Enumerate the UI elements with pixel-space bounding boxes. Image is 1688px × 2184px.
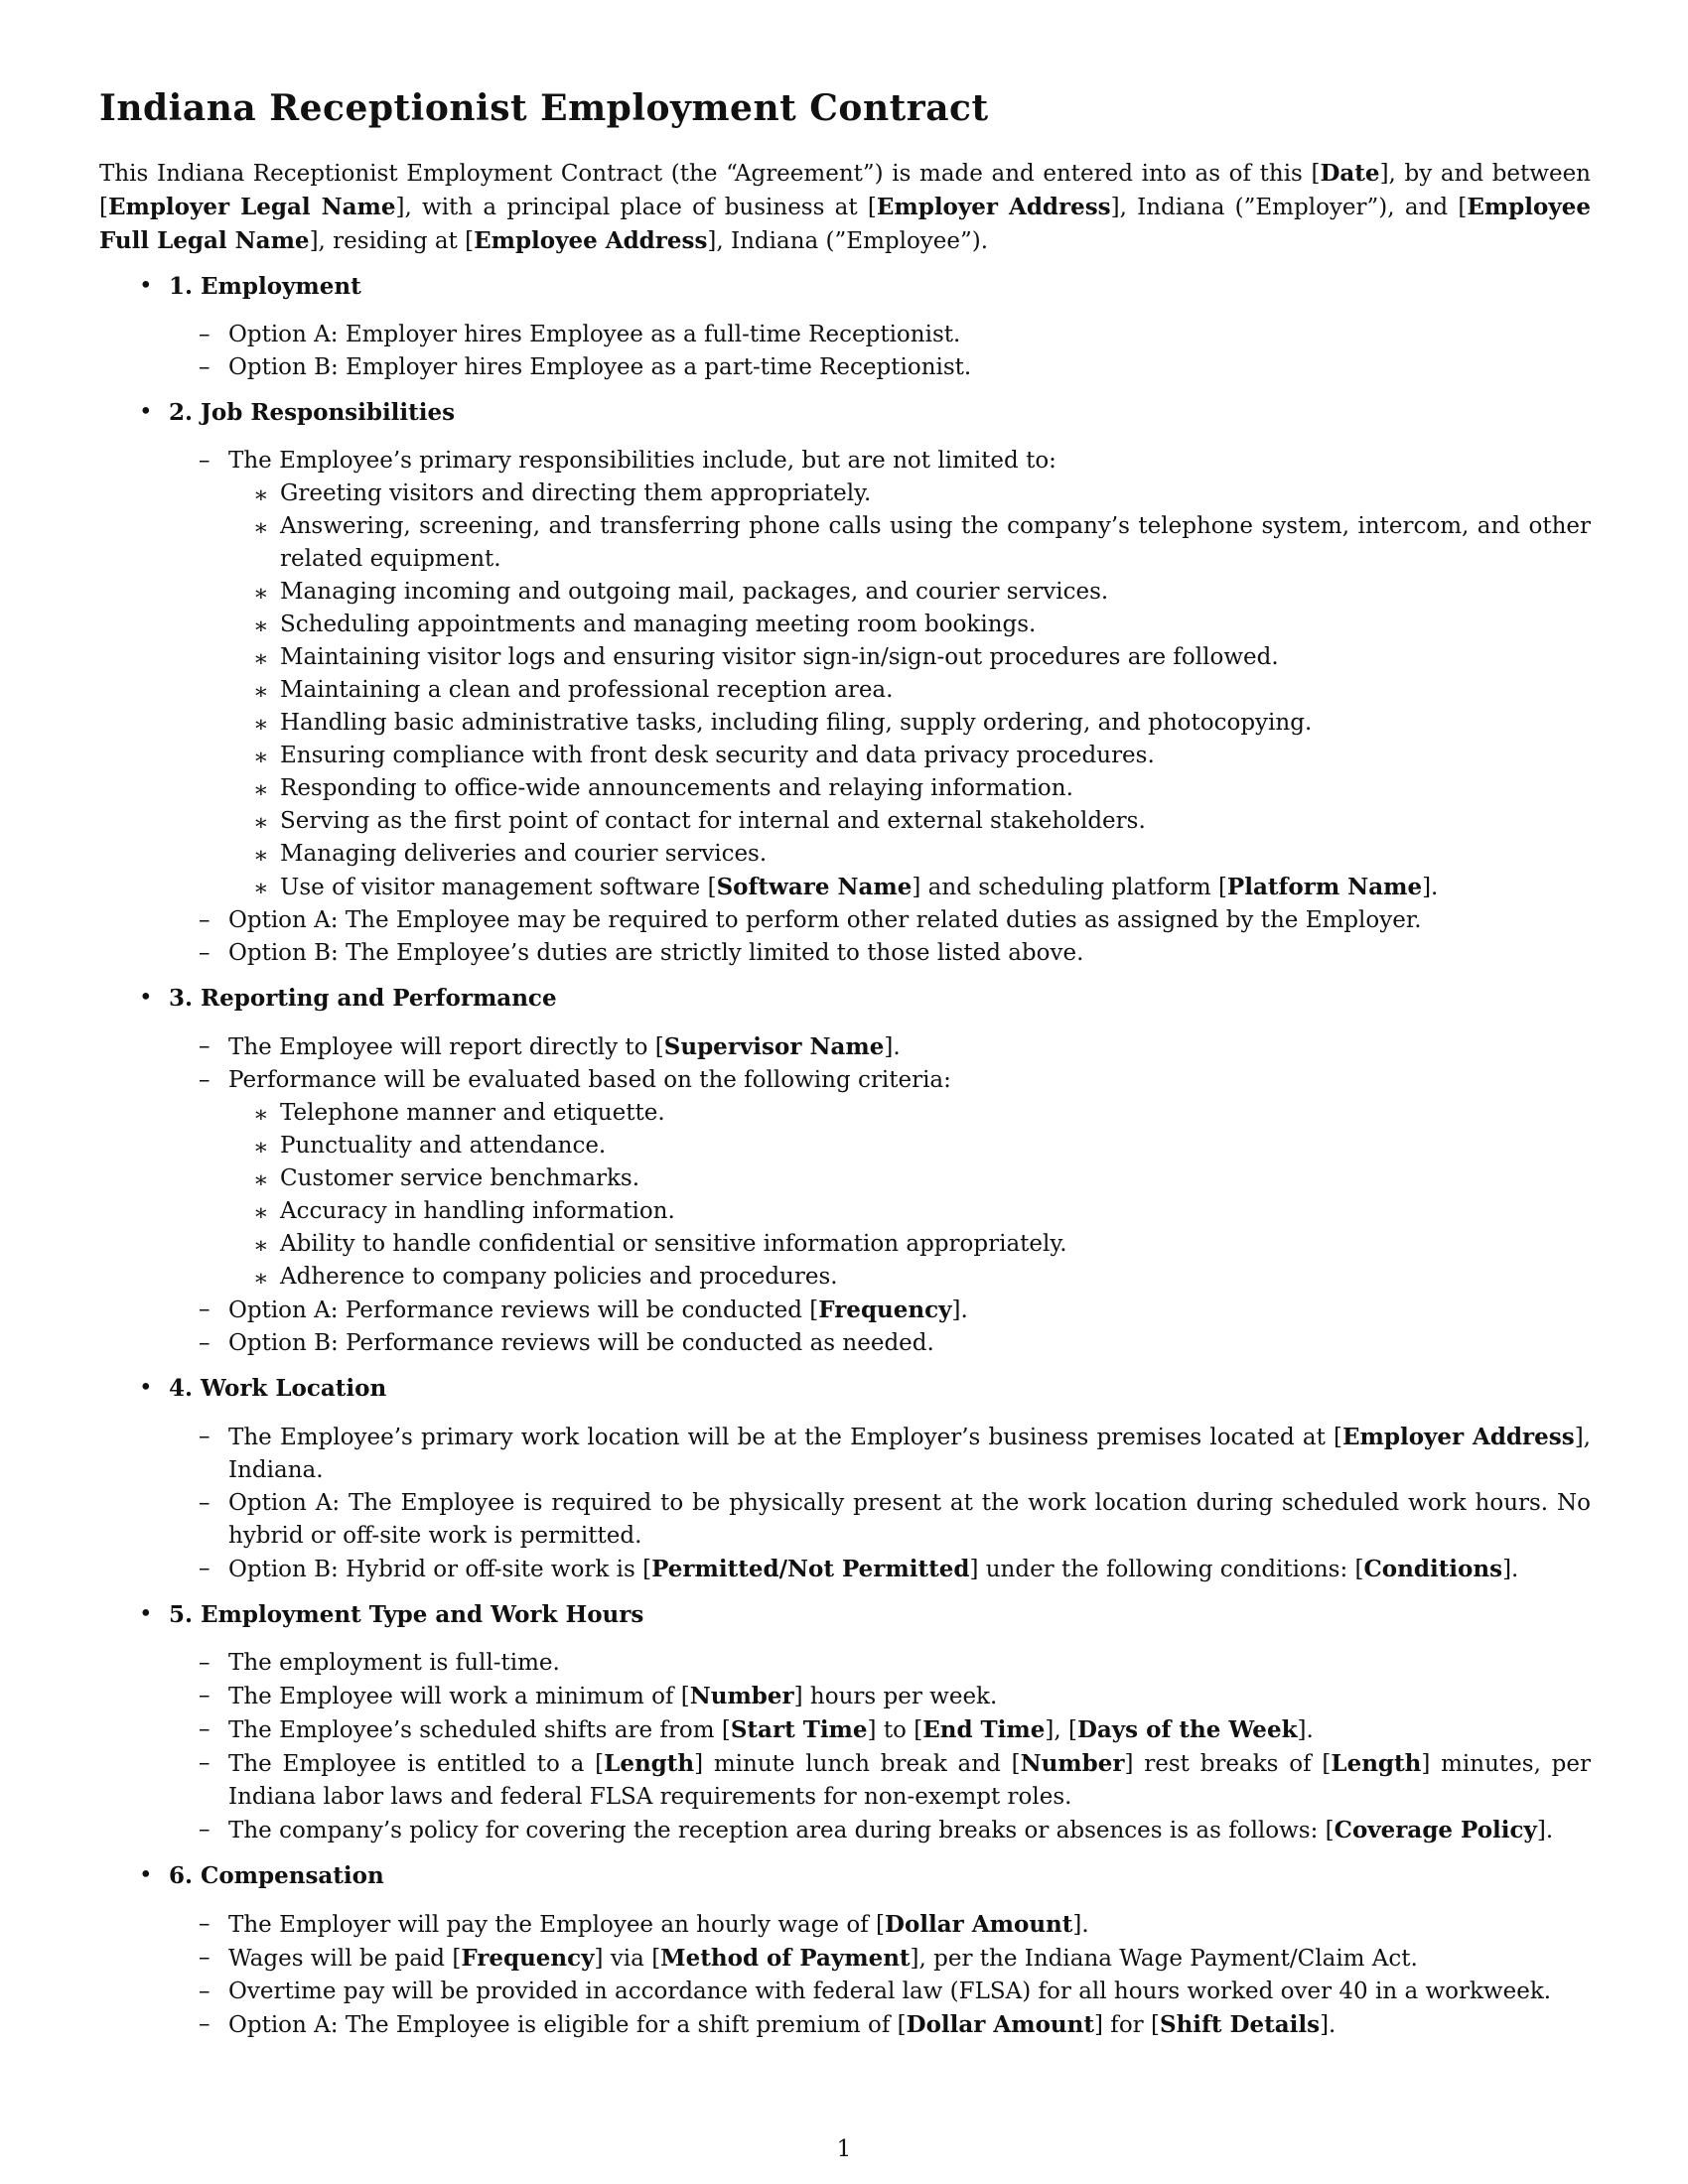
- section-title: 1. Employment: [169, 273, 361, 300]
- list-item: ∗ Adherence to company policies and procedures.: [228, 1261, 1591, 1294]
- placeholder-employee-address: Employee Address: [474, 227, 708, 254]
- list-item: ∗ Ensuring compliance with front desk security and data privacy procedures.: [228, 740, 1591, 772]
- list-item: – The company’s policy for covering the reception area during breaks or absences is as follows: [Coverage Policy].: [169, 1814, 1591, 1847]
- asterisk-icon: ∗: [253, 1233, 269, 1259]
- placeholder-dollar-amount: Dollar Amount: [885, 1911, 1073, 1938]
- list-item: – Option B: Employer hires Employee as a part-time Receptionist.: [169, 351, 1591, 384]
- list-item: – Overtime pay will be provided in accordance with federal law (FLSA) for all hours worked over 40 in a workweek.: [169, 1976, 1591, 2008]
- bullet-icon: •: [139, 399, 153, 425]
- dash-icon: –: [199, 448, 211, 474]
- sections-list: [99, 270, 1591, 2042]
- list-item: ∗ Handling basic administrative tasks, including filing, supply ordering, and photocopying.: [228, 707, 1591, 740]
- section-title: 2. Job Responsibilities: [169, 399, 456, 426]
- placeholder-end-time: End Time: [922, 1716, 1046, 1743]
- asterisk-icon: ∗: [253, 810, 269, 836]
- placeholder-frequency: Frequency: [818, 1297, 952, 1323]
- section-employment: [99, 270, 1591, 384]
- placeholder-date: Date: [1320, 160, 1380, 187]
- list-item: ∗ Managing incoming and outgoing mail, packages, and courier services.: [228, 576, 1591, 609]
- list-item: ∗ Use of visitor management software [Software Name] and scheduling platform [Platform Name].: [228, 871, 1591, 904]
- placeholder-number: Number: [1020, 1750, 1125, 1777]
- asterisk-icon: ∗: [253, 482, 269, 508]
- list-item: – Wages will be paid [Frequency] via [Method of Payment], per the Indiana Wage Payment/Claim Act.: [169, 1942, 1591, 1976]
- placeholder-dollar-amount: Dollar Amount: [906, 2011, 1095, 2038]
- list-item: – The Employee will report directly to [Supervisor Name].: [169, 1030, 1591, 1064]
- dash-list: [169, 445, 1591, 970]
- placeholder-employer-name: Employer Legal Name: [107, 194, 396, 220]
- placeholder-permitted: Permitted/Not Permitted: [651, 1556, 970, 1582]
- list-item: – The Employee will work a minimum of [Number] hours per week.: [169, 1680, 1591, 1713]
- list-item: – Option B: The Employee’s duties are strictly limited to those listed above.: [169, 937, 1591, 970]
- bullet-icon: •: [139, 985, 153, 1011]
- dash-icon: –: [199, 2011, 211, 2037]
- dash-list: [169, 1647, 1591, 1847]
- dash-icon: –: [199, 354, 211, 380]
- dash-icon: –: [199, 1330, 211, 1356]
- bullet-icon: •: [139, 1862, 153, 1888]
- asterisk-icon: ∗: [253, 515, 269, 541]
- dash-icon: –: [199, 1297, 211, 1322]
- dash-icon: –: [199, 1556, 211, 1581]
- placeholder-supervisor-name: Supervisor Name: [663, 1033, 885, 1060]
- list-item: – Option A: Employer hires Employee as a full-time Receptionist.: [169, 319, 1591, 351]
- dash-icon: –: [199, 1424, 211, 1449]
- list-item: ∗ Responding to office-wide announcements and relaying information.: [228, 772, 1591, 805]
- list-item: ∗ Scheduling appointments and managing meeting room bookings.: [228, 609, 1591, 641]
- list-item: ∗ Maintaining visitor logs and ensuring visitor sign-in/sign-out procedures are followed.: [228, 641, 1591, 674]
- dash-icon: –: [199, 322, 211, 347]
- placeholder-method-of-payment: Method of Payment: [660, 1945, 911, 1972]
- dash-icon: –: [199, 1945, 211, 1971]
- section-employment-type-hours: [99, 1598, 1591, 1847]
- asterisk-icon: ∗: [253, 614, 269, 639]
- list-item: ∗ Ability to handle confidential or sensitive information appropriately.: [228, 1228, 1591, 1261]
- list-item: – Option B: Hybrid or off-site work is [Permitted/Not Permitted] under the following conditions: [Conditions].: [169, 1553, 1591, 1586]
- dash-icon: –: [199, 1716, 211, 1742]
- asterisk-icon: ∗: [253, 646, 269, 672]
- list-item: ∗ Maintaining a clean and professional reception area.: [228, 674, 1591, 707]
- asterisk-icon: ∗: [253, 1266, 269, 1292]
- list-item: – Option B: Performance reviews will be conducted as needed.: [169, 1327, 1591, 1360]
- section-title: 4. Work Location: [169, 1375, 387, 1402]
- list-item: – The Employee’s scheduled shifts are from [Start Time] to [End Time], [Days of the Week].: [169, 1713, 1591, 1747]
- asterisk-icon: ∗: [253, 777, 269, 803]
- asterisk-icon: ∗: [253, 1200, 269, 1226]
- asterisk-icon: ∗: [253, 1135, 269, 1160]
- bullet-icon: •: [139, 1375, 153, 1401]
- placeholder-employee-name: Employee Full Legal Name: [99, 194, 1591, 254]
- placeholder-number: Number: [689, 1683, 794, 1709]
- dash-list: [169, 1030, 1591, 1360]
- intro-paragraph: This Indiana Receptionist Employment Contract (the “Agreement”) is made and entered into as of this [Date], by and between [Employer Legal Name], with a principal place of business at [Employer Address], Indiana (”Employer”), and [Employee Full Legal Name], residing at [Employee Address], Indiana (”Employee”).: [99, 160, 1591, 254]
- dash-icon: –: [199, 1067, 211, 1093]
- placeholder-employer-address: Employer Address: [876, 194, 1111, 220]
- placeholder-shift-details: Shift Details: [1159, 2011, 1321, 2038]
- asterisk-icon: ∗: [253, 581, 269, 607]
- dash-list: [169, 1421, 1591, 1586]
- asterisk-icon: ∗: [253, 843, 269, 869]
- star-list: [228, 478, 1591, 904]
- star-list: [228, 1097, 1591, 1294]
- asterisk-icon: ∗: [253, 1167, 269, 1193]
- placeholder-conditions: Conditions: [1363, 1556, 1503, 1582]
- section-title: 5. Employment Type and Work Hours: [169, 1601, 644, 1628]
- document-page: [99, 87, 1591, 2054]
- placeholder-length: Length: [604, 1750, 695, 1777]
- section-reporting-performance: [99, 982, 1591, 1360]
- document-title: Indiana Receptionist Employment Contract: [99, 87, 989, 129]
- list-item: – Option A: The Employee may be required to perform other related duties as assigned by the Employer.: [169, 904, 1591, 937]
- list-item: – The Employer will pay the Employee an hourly wage of [Dollar Amount].: [169, 1908, 1591, 1942]
- dash-icon: –: [199, 907, 211, 933]
- dash-list: [169, 1908, 1591, 2042]
- dash-icon: –: [199, 940, 211, 966]
- section-job-responsibilities: [99, 396, 1591, 970]
- list-item: – Option A: The Employee is required to be physically present at the work location during scheduled work hours. No hybrid or off-site work is permitted.: [169, 1487, 1591, 1553]
- placeholder-employer-address: Employer Address: [1342, 1424, 1575, 1450]
- list-item: – The employment is full-time.: [169, 1647, 1591, 1680]
- list-item: – Performance will be evaluated based on the following criteria: ∗ Telephone manner and etiquette. ∗ Punctuality and attendance. ∗ Customer service benchmarks. ∗ Accuracy in handling information. ∗ Ability to handle confidential or sensitive information appropriately. ∗ Adherence to company policies and procedures.: [169, 1064, 1591, 1294]
- list-item: – Option A: Performance reviews will be conducted [Frequency].: [169, 1294, 1591, 1327]
- placeholder-platform-name: Platform Name: [1226, 874, 1423, 900]
- list-item: ∗ Managing deliveries and courier services.: [228, 838, 1591, 871]
- page-number: 1: [836, 2136, 852, 2162]
- dash-icon: –: [199, 1979, 211, 2004]
- list-item: – Option A: The Employee is eligible for a shift premium of [Dollar Amount] for [Shift Details].: [169, 2008, 1591, 2042]
- bullet-icon: •: [139, 1601, 153, 1627]
- placeholder-software-name: Software Name: [716, 874, 913, 900]
- list-item: – The Employee’s primary responsibilities include, but are not limited to: ∗ Greeting visitors and directing them appropriately. ∗ Answering, screening, and transferring phone calls using the company’s telephone system, intercom, and other related equipment. ∗ Managing incoming and outgoing mail, packages, and courier services. ∗ Scheduling appointments and managing meeting room bookings. ∗ Maintaining visitor logs and ensuring visitor sign-in/sign-out procedures are followed. ∗ Maintaining a clean and professional reception area. ∗ Handling basic administrative tasks, including filing, supply ordering, and photocopying. ∗ Ensuring compliance with front desk security and data privacy procedures. ∗ Responding to office-wide announcements and relaying information. ∗ Serving as the first point of contact for internal and external stakeholders. ∗ Managing deliveries and courier services. ∗ Use of visitor management software [Software Name] and scheduling platform [Platform Name].: [169, 445, 1591, 904]
- asterisk-icon: ∗: [253, 712, 269, 738]
- dash-icon: –: [199, 1033, 211, 1059]
- list-item: ∗ Punctuality and attendance.: [228, 1130, 1591, 1162]
- list-item: ∗ Accuracy in handling information.: [228, 1195, 1591, 1228]
- list-item: ∗ Answering, screening, and transferring phone calls using the company’s telephone system, intercom, and other related equipment.: [253, 513, 1591, 572]
- dash-icon: –: [199, 1911, 211, 1937]
- list-item: ∗ Customer service benchmarks.: [228, 1162, 1591, 1195]
- bullet-icon: •: [139, 273, 153, 299]
- dash-icon: –: [199, 1490, 211, 1516]
- dash-icon: –: [199, 1650, 211, 1676]
- placeholder-frequency: Frequency: [461, 1945, 595, 1972]
- section-work-location: [99, 1372, 1591, 1586]
- list-item: ∗ Telephone manner and etiquette.: [228, 1097, 1591, 1130]
- list-item: – The Employee’s primary work location will be at the Employer’s business premises located at [Employer Address], Indiana.: [169, 1421, 1591, 1487]
- list-item: ∗ Serving as the first point of contact for internal and external stakeholders.: [228, 805, 1591, 838]
- placeholder-length: Length: [1331, 1750, 1422, 1777]
- placeholder-start-time: Start Time: [730, 1716, 868, 1743]
- asterisk-icon: ∗: [253, 745, 269, 770]
- asterisk-icon: ∗: [253, 876, 269, 901]
- section-title: 6. Compensation: [169, 1862, 384, 1889]
- list-item: ∗ Greeting visitors and directing them appropriately.: [228, 478, 1591, 510]
- list-item: – The Employee is entitled to a [Length] minute lunch break and [Number] rest breaks of [Length] minutes, per Indiana labor laws and federal FLSA requirements for non-exempt roles.: [169, 1747, 1591, 1814]
- dash-icon: –: [199, 1683, 211, 1708]
- dash-list: [169, 319, 1591, 384]
- asterisk-icon: ∗: [253, 679, 269, 705]
- asterisk-icon: ∗: [253, 1102, 269, 1128]
- section-title: 3. Reporting and Performance: [169, 985, 557, 1012]
- dash-icon: –: [199, 1750, 211, 1776]
- placeholder-days: Days of the Week: [1076, 1716, 1298, 1743]
- placeholder-coverage-policy: Coverage Policy: [1334, 1817, 1537, 1843]
- section-compensation: [99, 1859, 1591, 2042]
- dash-icon: –: [199, 1817, 211, 1843]
